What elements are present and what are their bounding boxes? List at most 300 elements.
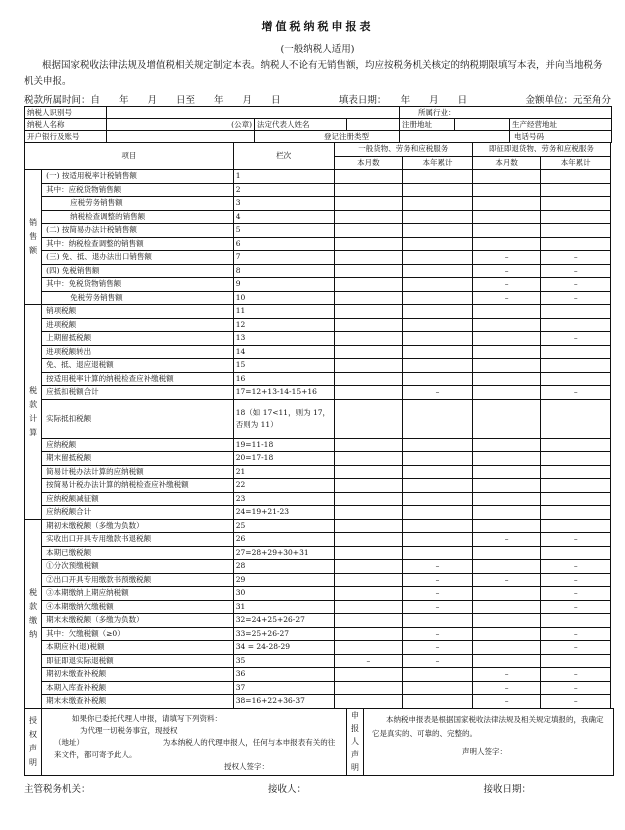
authorization-line3: （地址） 为本纳税人的代理申报人，任何与本申报表有关的往来文件，都可寄予此人。 (54, 737, 336, 759)
general-this-month-header: 本月数 (334, 156, 403, 170)
general-this-month-cell[interactable] (334, 183, 403, 197)
row-column-number: 19=11-18 (233, 438, 334, 452)
row-column-number: 24=19+21-23 (233, 506, 334, 520)
unit-label: 金额单位：元至角分 (525, 94, 611, 106)
general-this-month-cell[interactable] (334, 546, 403, 560)
refund-ytd-cell: – (541, 668, 611, 682)
row-item-label: 其中：免税货物销售额 (42, 278, 234, 292)
row-item-label: ④本期缴纳欠缴税额 (42, 600, 234, 614)
general-this-month-cell[interactable] (334, 533, 403, 547)
general-this-month-cell[interactable] (334, 399, 403, 438)
refund-ytd-cell[interactable] (541, 438, 611, 452)
general-this-month-cell[interactable] (334, 264, 403, 278)
refund-this-month-cell[interactable] (472, 183, 541, 197)
refund-this-month-cell: – (472, 278, 541, 292)
refund-this-month-cell[interactable] (472, 372, 541, 386)
refund-ytd-cell: – (541, 278, 611, 292)
legal-rep-input[interactable] (347, 119, 400, 131)
table-row (25, 560, 611, 574)
payment-group-label: 税 款 缴 纳 (25, 519, 42, 708)
row-column-number: 38=16+22+36-37 (233, 695, 334, 709)
row-column-number: 29 (233, 573, 334, 587)
item-header: 项目 (25, 143, 234, 170)
declaration-text: 本纳税申报表是根据国家税收法律法规及相关规定填报的，我确定它是真实的、可靠的、完整的。 (372, 714, 604, 738)
general-ytd-cell[interactable] (403, 399, 473, 438)
general-ytd-cell[interactable] (403, 332, 473, 346)
row-item-label: ①分次预缴税额 (42, 560, 234, 574)
general-ytd-cell[interactable] (403, 318, 473, 332)
row-column-number: 2 (233, 183, 334, 197)
refund-ytd-cell[interactable] (541, 654, 611, 668)
general-this-month-cell[interactable] (334, 695, 403, 709)
refund-this-month-cell[interactable] (472, 359, 541, 373)
row-item-label: 应税劳务销售额 (42, 197, 234, 211)
general-ytd-cell: – (403, 573, 473, 587)
general-ytd-cell: – (403, 386, 473, 400)
declaration-body (364, 708, 614, 775)
row-column-number: 18（如 17<11，则为 17，否则为 11） (233, 399, 334, 438)
form-subtitle: (一般纳税人适用) (280, 44, 355, 55)
row-item-label: 免税劳务销售额 (42, 291, 234, 305)
refund-this-month-cell[interactable] (472, 452, 541, 466)
row-item-label: 期初未缴税额（多缴为负数） (42, 519, 234, 533)
refund-ytd-cell[interactable] (541, 305, 611, 319)
table-row (25, 614, 611, 628)
receiver-label: 接收人： (267, 783, 306, 795)
refund-ytd-cell: – (541, 641, 611, 655)
refund-ytd-cell[interactable] (541, 479, 611, 493)
general-ytd-cell[interactable] (403, 438, 473, 452)
row-item-label: (二) 按简易办法计税销售额 (42, 224, 234, 238)
row-column-number: 16 (233, 372, 334, 386)
refund-this-month-cell[interactable] (472, 224, 541, 238)
row-column-number: 14 (233, 345, 334, 359)
row-column-number: 30 (233, 587, 334, 601)
authorization-table (24, 708, 614, 776)
industry-field[interactable] (400, 107, 612, 119)
row-item-label: 即征即退实际退税额 (42, 654, 234, 668)
tax-office-label: 主管税务机关： (24, 783, 91, 795)
refund-ytd-header: 本年累计 (541, 156, 611, 170)
general-this-month-cell[interactable] (334, 278, 403, 292)
refund-ytd-cell[interactable] (541, 546, 611, 560)
table-row (25, 237, 611, 251)
row-column-number: 20=17-18 (233, 452, 334, 466)
table-row (25, 587, 611, 601)
general-this-month-cell[interactable] (334, 170, 403, 184)
general-this-month-cell[interactable] (334, 291, 403, 305)
row-item-label: 按简易计税办法计算的纳税检查应补缴税额 (42, 479, 234, 493)
row-item-label: (三) 免、抵、退办法出口销售额 (42, 251, 234, 265)
table-row (25, 305, 611, 319)
general-this-month-cell[interactable] (334, 492, 403, 506)
tax-calc-group-label: 税 款 计 算 (25, 305, 42, 520)
tax-period-label: 税款所属时间：自 年 月 日至 年 月 日 (24, 94, 281, 106)
reg-address-label: 注册地址 (400, 119, 455, 131)
general-this-month-cell[interactable] (334, 506, 403, 520)
phone-label: 电话号码 (510, 131, 612, 143)
row-item-label: ②出口开具专用缴款书预缴税额 (42, 573, 234, 587)
row-column-number: 13 (233, 332, 334, 346)
refund-this-month-cell[interactable] (472, 546, 541, 560)
general-this-month-cell[interactable] (334, 681, 403, 695)
table-row (25, 291, 611, 305)
authorization-line1: 如果你已委托代理人申报，请填写下列资料： (72, 713, 222, 723)
refund-this-month-cell[interactable] (472, 170, 541, 184)
row-column-number: 17=12+13-14-15+16 (233, 386, 334, 400)
table-row (25, 519, 611, 533)
row-item-label: 应纳税额减征额 (42, 492, 234, 506)
row-item-label: 其中：纳税检查调整的销售额 (42, 237, 234, 251)
refund-ytd-cell[interactable] (541, 506, 611, 520)
row-column-number: 22 (233, 479, 334, 493)
refund-ytd-cell: – (541, 681, 611, 695)
table-row (25, 479, 611, 493)
form-title: 增值税纳税申报表 (261, 20, 374, 33)
refund-ytd-cell: – (541, 573, 611, 587)
refund-ytd-cell: – (541, 264, 611, 278)
refund-this-month-header: 本月数 (472, 156, 541, 170)
refund-ytd-cell[interactable] (541, 372, 611, 386)
general-this-month-cell[interactable] (334, 197, 403, 211)
refund-this-month-cell[interactable] (472, 627, 541, 641)
authorization-body (42, 708, 347, 775)
general-this-month-cell[interactable] (334, 641, 403, 655)
general-ytd-cell[interactable] (403, 465, 473, 479)
row-item-label: 期初未缴查补税额 (42, 668, 234, 682)
general-ytd-cell[interactable] (403, 305, 473, 319)
reg-type-label: 登记注册类型 (255, 131, 400, 143)
refund-ytd-cell: – (541, 291, 611, 305)
row-item-label: 应纳税额合计 (42, 506, 234, 520)
bank-input[interactable] (107, 131, 255, 143)
refund-ytd-cell: – (541, 560, 611, 574)
general-ytd-cell[interactable] (403, 372, 473, 386)
refund-this-month-cell[interactable] (472, 399, 541, 438)
form-intro: 根据国家税收法律法规及增值税相关规定制定本表。纳税人不论有无销售额，均应按税务机关核定的纳税期限填写本表，并向当地税务机关申报。 (24, 60, 603, 87)
refund-ytd-cell[interactable] (541, 519, 611, 533)
refund-ytd-cell[interactable] (541, 465, 611, 479)
row-item-label: 实收出口开具专用缴款书退税额 (42, 533, 234, 547)
general-this-month-cell[interactable] (334, 318, 403, 332)
row-item-label: 进项税额 (42, 318, 234, 332)
general-this-month-cell[interactable] (334, 560, 403, 574)
table-row (25, 399, 611, 438)
general-ytd-cell[interactable] (403, 614, 473, 628)
table-row (25, 372, 611, 386)
general-ytd-cell[interactable] (403, 291, 473, 305)
refund-this-month-cell[interactable] (472, 492, 541, 506)
general-ytd-cell[interactable] (403, 533, 473, 547)
general-ytd-cell: – (403, 587, 473, 601)
reg-address-input[interactable] (455, 119, 510, 131)
row-column-number: 32=24+25+26-27 (233, 614, 334, 628)
row-item-label: 免、抵、退应退税额 (42, 359, 234, 373)
refund-this-month-cell: – (472, 668, 541, 682)
refund-this-month-cell[interactable] (472, 237, 541, 251)
refund-ytd-cell: – (541, 627, 611, 641)
row-item-label: ③本期缴纳上期应纳税额 (42, 587, 234, 601)
refund-ytd-cell[interactable] (541, 345, 611, 359)
table-row (25, 278, 611, 292)
row-item-label: 实际抵扣税额 (42, 399, 234, 438)
general-ytd-header: 本年累计 (403, 156, 473, 170)
table-row (25, 210, 611, 224)
taxpayer-info-table (24, 106, 612, 143)
row-item-label: 期末未缴税额（多缴为负数） (42, 614, 234, 628)
general-ytd-cell[interactable] (403, 224, 473, 238)
refund-ytd-cell[interactable] (541, 183, 611, 197)
table-row (25, 600, 611, 614)
row-item-label: (四) 免税销售额 (42, 264, 234, 278)
refund-this-month-cell[interactable] (472, 345, 541, 359)
row-item-label: 其中：欠缴税额（≥0） (42, 627, 234, 641)
general-this-month-cell[interactable] (334, 600, 403, 614)
table-row (25, 573, 611, 587)
refund-this-month-cell[interactable] (472, 641, 541, 655)
general-ytd-cell[interactable] (403, 452, 473, 466)
table-row (25, 492, 611, 506)
general-this-month-cell[interactable] (334, 614, 403, 628)
general-ytd-cell[interactable] (403, 546, 473, 560)
refund-ytd-cell: – (541, 386, 611, 400)
general-ytd-cell: – (403, 627, 473, 641)
bank-label: 开户银行及账号 (25, 131, 107, 143)
row-column-number: 9 (233, 278, 334, 292)
declaration-signature[interactable]: 声明人签字： (462, 746, 507, 756)
table-row (25, 264, 611, 278)
table-row (25, 641, 611, 655)
refund-this-month-cell[interactable] (472, 386, 541, 400)
declaration-label: 申 报 人 声 明 (347, 708, 364, 775)
row-column-number: 8 (233, 264, 334, 278)
general-ytd-cell[interactable] (403, 210, 473, 224)
general-ytd-cell[interactable] (403, 264, 473, 278)
form-footer (24, 781, 611, 795)
refund-this-month-cell[interactable] (472, 560, 541, 574)
row-column-number: 33=25+26-27 (233, 627, 334, 641)
refund-header: 即征即退货物、劳务和应税服务 (472, 143, 610, 157)
general-this-month-cell[interactable] (334, 587, 403, 601)
reg-type-input[interactable] (400, 131, 510, 143)
refund-ytd-cell[interactable] (541, 452, 611, 466)
general-ytd-cell[interactable] (403, 197, 473, 211)
general-ytd-cell: – (403, 654, 473, 668)
table-row (25, 197, 611, 211)
row-column-number: 7 (233, 251, 334, 265)
row-item-label: 应纳税额 (42, 438, 234, 452)
row-item-label: 按适用税率计算的纳税检查应补缴税额 (42, 372, 234, 386)
refund-this-month-cell[interactable] (472, 506, 541, 520)
general-this-month-cell[interactable] (334, 479, 403, 493)
refund-ytd-cell[interactable] (541, 197, 611, 211)
row-column-number: 12 (233, 318, 334, 332)
table-row (25, 332, 611, 346)
general-ytd-cell: – (403, 600, 473, 614)
table-row (25, 318, 611, 332)
biz-address-label: 生产经营地址 (510, 119, 612, 131)
general-this-month-cell[interactable] (334, 438, 403, 452)
row-item-label: 期末未缴查补税额 (42, 695, 234, 709)
row-item-label: 其中：应税货物销售额 (42, 183, 234, 197)
authorization-signature[interactable]: 授权人签字： (224, 761, 269, 771)
taxpayer-id-input[interactable] (107, 107, 400, 119)
refund-this-month-cell[interactable] (472, 479, 541, 493)
row-item-label: 销项税额 (42, 305, 234, 319)
refund-ytd-cell: – (541, 600, 611, 614)
row-column-number: 11 (233, 305, 334, 319)
period-row (24, 91, 611, 106)
row-item-label: (一) 按适用税率计税销售额 (42, 170, 234, 184)
row-column-number: 10 (233, 291, 334, 305)
row-column-number: 1 (233, 170, 334, 184)
refund-ytd-cell: – (541, 587, 611, 601)
table-row (25, 465, 611, 479)
general-ytd-cell[interactable] (403, 237, 473, 251)
refund-this-month-cell[interactable] (472, 519, 541, 533)
refund-this-month-cell: – (472, 681, 541, 695)
table-row (25, 546, 611, 560)
general-this-month-cell[interactable] (334, 237, 403, 251)
general-ytd-cell[interactable] (403, 695, 473, 709)
general-this-month-cell[interactable] (334, 519, 403, 533)
row-column-number: 5 (233, 224, 334, 238)
refund-ytd-cell: – (541, 251, 611, 265)
general-ytd-cell[interactable] (403, 183, 473, 197)
general-ytd-cell[interactable] (403, 251, 473, 265)
row-column-number: 26 (233, 533, 334, 547)
table-row (25, 345, 611, 359)
general-this-month-cell[interactable] (334, 573, 403, 587)
general-this-month-cell[interactable] (334, 345, 403, 359)
refund-ytd-cell[interactable] (541, 224, 611, 238)
row-column-number: 27=28+29+30+31 (233, 546, 334, 560)
row-column-number: 34 = 24-28-29 (233, 641, 334, 655)
taxpayer-name-input[interactable] (107, 119, 255, 131)
refund-this-month-cell[interactable] (472, 465, 541, 479)
table-row (25, 170, 611, 184)
table-row (25, 654, 611, 668)
general-ytd-cell: – (403, 560, 473, 574)
general-this-month-cell[interactable] (334, 465, 403, 479)
authorization-line2: 为代理一切税务事宜，现授权 (80, 725, 178, 735)
general-ytd-cell[interactable] (403, 170, 473, 184)
table-row (25, 681, 611, 695)
table-row (25, 183, 611, 197)
row-column-number: 28 (233, 560, 334, 574)
sales-group-label: 销 售 额 (25, 170, 42, 305)
general-this-month-cell[interactable] (334, 372, 403, 386)
table-row (25, 627, 611, 641)
refund-ytd-cell[interactable] (541, 492, 611, 506)
general-ytd-cell[interactable] (403, 492, 473, 506)
refund-this-month-cell[interactable] (472, 332, 541, 346)
table-row (25, 359, 611, 373)
taxpayer-id-label: 纳税人识别号 (25, 107, 107, 119)
general-ytd-cell[interactable] (403, 506, 473, 520)
refund-this-month-cell[interactable] (472, 654, 541, 668)
general-this-month-cell[interactable] (334, 627, 403, 641)
general-this-month-cell[interactable] (334, 251, 403, 265)
refund-this-month-cell[interactable] (472, 305, 541, 319)
authorization-label: 授 权 声 明 (25, 708, 42, 775)
refund-ytd-cell[interactable] (541, 210, 611, 224)
table-row (25, 668, 611, 682)
refund-ytd-cell[interactable] (541, 359, 611, 373)
refund-ytd-cell: – (541, 695, 611, 709)
general-this-month-cell[interactable] (334, 305, 403, 319)
refund-this-month-cell: – (472, 291, 541, 305)
general-ytd-cell: – (403, 641, 473, 655)
fill-date-label: 填表日期： 年 月 日 (338, 94, 468, 106)
general-ytd-cell[interactable] (403, 519, 473, 533)
general-this-month-cell: – (334, 654, 403, 668)
general-this-month-cell[interactable] (334, 332, 403, 346)
table-row (25, 533, 611, 547)
refund-this-month-cell: – (472, 251, 541, 265)
column-header: 栏次 (233, 143, 334, 170)
general-ytd-cell[interactable] (403, 359, 473, 373)
table-row (25, 438, 611, 452)
refund-this-month-cell[interactable] (472, 197, 541, 211)
main-table (24, 142, 611, 709)
row-column-number: 15 (233, 359, 334, 373)
refund-this-month-cell[interactable] (472, 318, 541, 332)
refund-ytd-cell[interactable] (541, 318, 611, 332)
general-ytd-cell[interactable] (403, 479, 473, 493)
refund-ytd-cell: – (541, 332, 611, 346)
refund-this-month-cell[interactable] (472, 614, 541, 628)
table-row (25, 506, 611, 520)
row-item-label: 纳税检查调整的销售额 (42, 210, 234, 224)
general-this-month-cell[interactable] (334, 668, 403, 682)
general-this-month-cell[interactable] (334, 452, 403, 466)
refund-this-month-cell[interactable] (472, 438, 541, 452)
row-column-number: 4 (233, 210, 334, 224)
general-this-month-cell[interactable] (334, 224, 403, 238)
table-row (25, 251, 611, 265)
row-column-number: 36 (233, 668, 334, 682)
table-row (25, 386, 611, 400)
refund-ytd-cell[interactable] (541, 237, 611, 251)
row-column-number: 35 (233, 654, 334, 668)
refund-this-month-cell[interactable] (472, 210, 541, 224)
refund-ytd-cell[interactable] (541, 170, 611, 184)
refund-ytd-cell[interactable] (541, 399, 611, 438)
refund-this-month-cell[interactable] (472, 587, 541, 601)
table-row (25, 224, 611, 238)
refund-this-month-cell[interactable] (472, 600, 541, 614)
row-item-label: 本期已缴税额 (42, 546, 234, 560)
receive-date-label: 接收日期： (483, 783, 531, 795)
taxpayer-name-label: 纳税人名称 (25, 119, 107, 131)
general-ytd-cell[interactable] (403, 345, 473, 359)
general-this-month-cell[interactable] (334, 210, 403, 224)
row-item-label: 本期入库查补税额 (42, 681, 234, 695)
general-ytd-cell[interactable] (403, 668, 473, 682)
row-item-label: 进项税额转出 (42, 345, 234, 359)
refund-this-month-cell: – (472, 573, 541, 587)
row-item-label: 上期留抵税额 (42, 332, 234, 346)
general-ytd-cell[interactable] (403, 681, 473, 695)
general-this-month-cell[interactable] (334, 359, 403, 373)
refund-ytd-cell[interactable] (541, 614, 611, 628)
row-column-number: 25 (233, 519, 334, 533)
general-ytd-cell[interactable] (403, 278, 473, 292)
general-this-month-cell[interactable] (334, 386, 403, 400)
row-column-number: 6 (233, 237, 334, 251)
row-item-label: 简易计税办法计算的应纳税额 (42, 465, 234, 479)
